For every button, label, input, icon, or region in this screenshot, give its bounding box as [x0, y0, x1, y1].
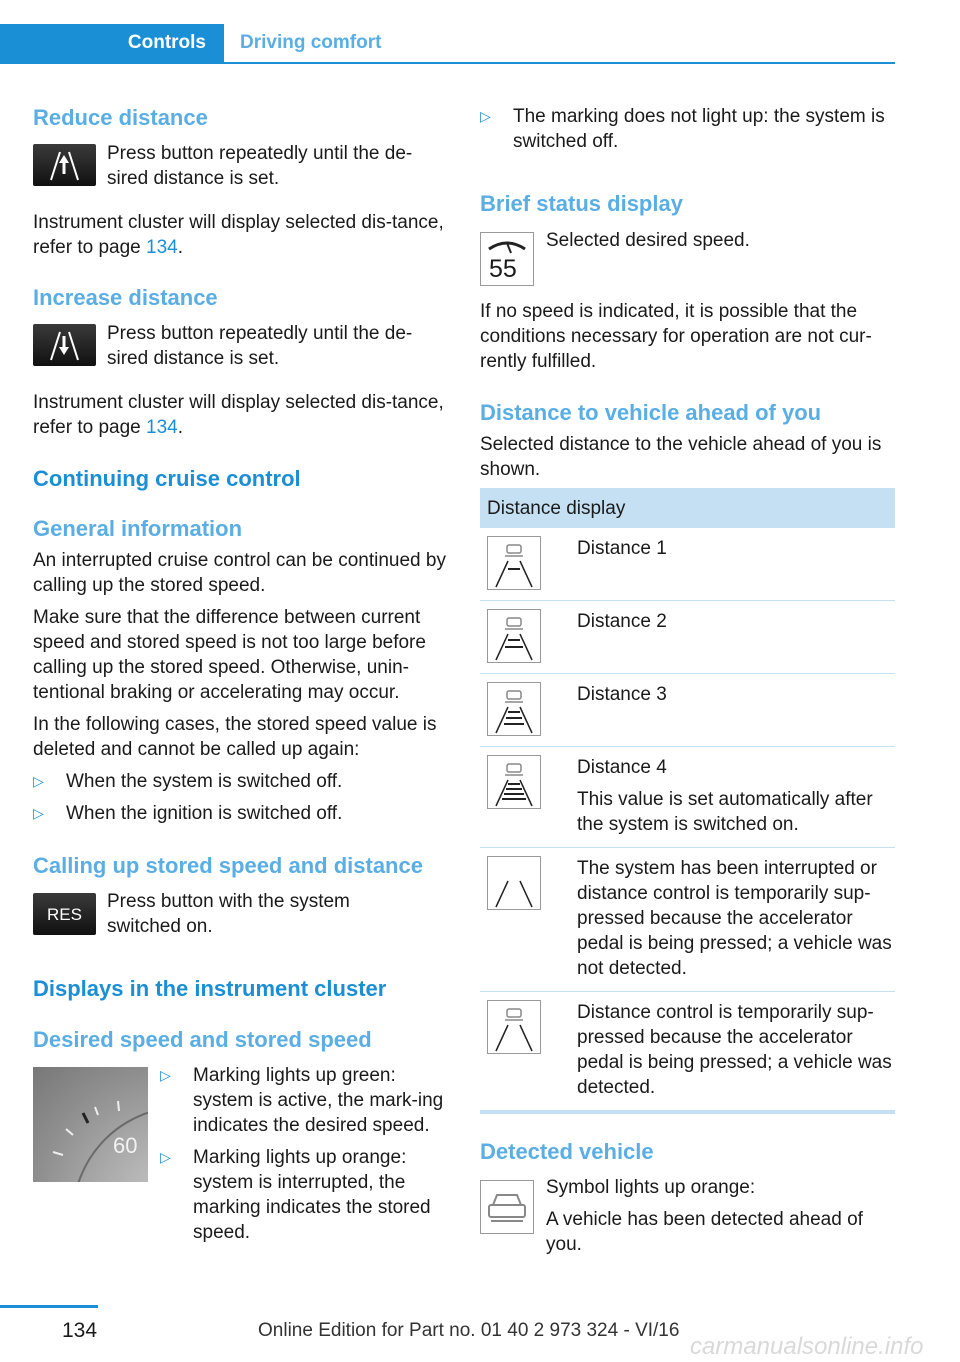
table-cell-icon: [480, 528, 577, 601]
brief-status-icon: [480, 232, 534, 286]
table-cell-icon: [480, 992, 577, 1113]
increase-distance-button-icon: [33, 324, 96, 366]
suppressed-vehicle-detected-icon: [487, 1000, 541, 1054]
distance-paragraph: Selected distance to the vehicle ahead of you is shown.: [480, 434, 882, 480]
distance-heading: Distance to vehicle ahead of you: [480, 400, 822, 425]
paragraph: Symbol lights up orange:: [546, 1177, 756, 1198]
speed-number: 55: [489, 255, 517, 283]
brief-status-heading: Brief status display: [480, 191, 683, 216]
calling-up-text: Press button with the system switched on.: [107, 891, 350, 937]
interrupted-no-vehicle-icon: [487, 856, 541, 910]
distance-label: Distance 3: [577, 684, 667, 705]
paragraph: A vehicle has been detected ahead of you.: [546, 1209, 863, 1255]
list-item: [480, 104, 893, 154]
tab-controls[interactable]: Controls: [0, 24, 224, 62]
res-button-icon: RES: [33, 893, 96, 935]
gauge-graphic: [33, 1067, 148, 1182]
cluster-text: Instrument cluster will display selected dis-tance, refer to page: [33, 212, 444, 258]
paragraph: Make sure that the difference between current speed and stored speed is not too large before calling up the stored speed. Otherwise, unin-tentional braking or accelerating may occur.: [33, 607, 426, 703]
table-row: [480, 674, 895, 747]
table-cell-icon: [480, 674, 577, 747]
chapter-tab-bar: [0, 24, 895, 64]
distance-label: Distance 1: [577, 538, 667, 559]
table-cell-text: [577, 674, 895, 747]
paragraph: An interrupted cruise control can be continued by calling up the stored speed.: [33, 550, 446, 596]
paragraph: In the following cases, the stored speed value is deleted and cannot be called up again:: [33, 714, 437, 760]
table-cell-text: [577, 601, 895, 674]
desired-speed-list: [160, 1063, 450, 1245]
distance-label: Distance 2: [577, 611, 667, 632]
table-row: [480, 601, 895, 674]
distance-table: [480, 488, 895, 1114]
triangle-bullet-icon: ▷: [480, 108, 491, 124]
cluster-text: Instrument cluster will display selected dis-tance, refer to page: [33, 392, 444, 438]
distance-label: Distance 4: [577, 757, 667, 778]
status-description: The system has been interrupted or distance control is temporarily sup-pressed because the accelerator pedal is being pressed; a vehicle was not detected.: [577, 858, 892, 979]
table-cell-text: [577, 848, 895, 992]
triangle-bullet-icon: ▷: [33, 773, 44, 789]
distance-2-icon: [487, 609, 541, 663]
distance-3-icon: [487, 682, 541, 736]
edition-text: Online Edition for Part no. 01 40 2 973 324 - VI/16: [258, 1320, 680, 1341]
period: .: [177, 237, 184, 258]
page-ref-link[interactable]: 134: [146, 237, 178, 258]
table-row: [480, 747, 895, 848]
general-information-body: [33, 548, 448, 826]
list-item-text: When the ignition is switched off.: [66, 803, 343, 824]
page-ref-link[interactable]: 134: [146, 417, 178, 438]
list-item: [33, 769, 448, 794]
page-number: 134: [62, 1319, 98, 1342]
brief-status-paragraph: If no speed is indicated, it is possible that the conditions necessary for operation are not cur-rently fulfilled.: [480, 301, 872, 372]
table-row: [480, 848, 895, 992]
detected-vehicle-icon: [480, 1180, 534, 1234]
list-item-text: When the system is switched off.: [66, 771, 343, 792]
table-row: [480, 528, 895, 601]
table-row: [480, 992, 895, 1113]
reduce-distance-text: Press button repeatedly until the de-sired distance is set.: [107, 143, 413, 189]
detected-vehicle-body: [546, 1175, 891, 1257]
increase-distance-cluster-text: [33, 390, 448, 440]
desired-speed-heading: Desired speed and stored speed: [33, 1027, 372, 1052]
left-column: [33, 104, 448, 132]
displays-heading: Displays in the instrument cluster: [33, 976, 387, 1001]
list-item: [33, 801, 448, 826]
tab-driving-comfort[interactable]: Driving comfort: [240, 32, 382, 53]
distance-1-icon: [487, 536, 541, 590]
list-item: [160, 1063, 450, 1138]
increase-distance-text: Press button repeatedly until the de-sired distance is set.: [107, 323, 413, 369]
table-header: Distance display: [480, 488, 895, 528]
reduce-distance-button-icon: [33, 144, 96, 186]
table-cell-icon: [480, 601, 577, 674]
calling-up-heading: Calling up stored speed and distance: [33, 853, 423, 878]
gauge-number: 60: [113, 1133, 138, 1158]
detected-vehicle-heading: Detected vehicle: [480, 1139, 654, 1164]
period: .: [177, 417, 184, 438]
list-item-text: Marking lights up green: system is active, the mark-ing indicates the desired speed.: [193, 1065, 444, 1136]
continuing-cruise-control-heading: Continuing cruise control: [33, 466, 301, 491]
triangle-bullet-icon: ▷: [160, 1149, 171, 1165]
triangle-bullet-icon: ▷: [160, 1067, 171, 1083]
table-cell-text: [577, 992, 895, 1113]
distance-note: This value is set automatically after the system is switched on.: [577, 789, 873, 835]
general-information-heading: General information: [33, 516, 243, 541]
footer-line: [0, 1305, 98, 1308]
triangle-bullet-icon: ▷: [33, 805, 44, 821]
watermark: carmanualsonline.info: [690, 1333, 924, 1360]
table-cell-text: [577, 747, 895, 848]
list-item-text: Marking lights up orange: system is interrupted, the marking indicates the stored speed.: [193, 1147, 431, 1243]
speedometer-image: [33, 1067, 148, 1182]
distance-4-icon: [487, 755, 541, 809]
table-header-row: [480, 488, 895, 528]
table-cell-icon: [480, 747, 577, 848]
list-item-text: The marking does not light up: the system is switched off.: [513, 106, 885, 152]
distance-table-wrapper: [480, 488, 895, 1114]
status-description: Distance control is temporarily sup-pressed because the accelerator pedal is being pressed; a vehicle was detected.: [577, 1002, 892, 1098]
list-item: [160, 1145, 450, 1245]
reduce-distance-cluster-text: [33, 210, 448, 260]
table-cell-text: [577, 528, 895, 601]
increase-distance-heading: Increase distance: [33, 285, 218, 310]
brief-status-text: Selected desired speed.: [546, 230, 750, 251]
table-cell-icon: [480, 848, 577, 992]
reduce-distance-heading: Reduce distance: [33, 105, 208, 130]
